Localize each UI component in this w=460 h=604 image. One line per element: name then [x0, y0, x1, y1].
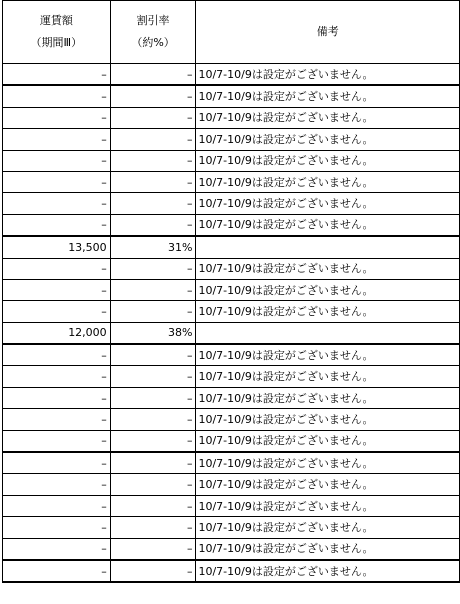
header-remarks-cell: [196, 1, 460, 64]
remarks-cell: 10/7-10/9は設定がございません。: [196, 560, 460, 582]
remarks-cell: 10/7-10/9は設定がございません。: [196, 387, 460, 408]
table-row: [3, 366, 460, 387]
remarks-cell: 10/7-10/9は設定がございません。: [196, 366, 460, 387]
fare-cell: –: [3, 64, 111, 86]
remarks-cell: 10/7-10/9は設定がございません。: [196, 409, 460, 430]
fare-cell: –: [3, 85, 111, 107]
remarks-cell: 10/7-10/9は設定がございません。: [196, 474, 460, 495]
remarks-cell: 10/7-10/9は設定がございません。: [196, 150, 460, 171]
fare-cell: –: [3, 107, 111, 128]
table-row: [3, 85, 460, 107]
table-row: [3, 107, 460, 128]
table-row: [3, 193, 460, 214]
discount-cell: –: [110, 64, 196, 86]
discount-cell: –: [110, 495, 196, 516]
fare-cell: –: [3, 279, 111, 300]
remarks-cell: 10/7-10/9は設定がございません。: [196, 538, 460, 560]
discount-cell: –: [110, 430, 196, 452]
fare-table-body: [3, 1, 460, 583]
discount-cell: –: [110, 301, 196, 322]
fare-cell: –: [3, 409, 111, 430]
remarks-cell: 10/7-10/9は設定がございません。: [196, 107, 460, 128]
discount-cell: 38%: [110, 322, 196, 344]
header-discount-unit: （約%）: [131, 36, 175, 49]
table-row: [3, 236, 460, 258]
fare-cell: –: [3, 452, 111, 474]
table-row: [3, 171, 460, 192]
discount-cell: –: [110, 214, 196, 236]
fare-cell: –: [3, 474, 111, 495]
discount-cell: –: [110, 560, 196, 582]
fare-cell: –: [3, 258, 111, 279]
remarks-cell: 10/7-10/9は設定がございません。: [196, 171, 460, 192]
table-row: [3, 495, 460, 516]
discount-cell: –: [110, 452, 196, 474]
remarks-cell: 10/7-10/9は設定がございません。: [196, 193, 460, 214]
header-discount-label: 割引率: [136, 14, 170, 27]
remarks-cell: 10/7-10/9は設定がございません。: [196, 64, 460, 86]
discount-cell: –: [110, 85, 196, 107]
table-row: [3, 430, 460, 452]
fare-cell: 13,500: [3, 236, 111, 258]
table-row: [3, 452, 460, 474]
header-discount-cell: [110, 1, 196, 64]
discount-cell: –: [110, 107, 196, 128]
fare-cell: –: [3, 495, 111, 516]
discount-cell: –: [110, 193, 196, 214]
discount-cell: –: [110, 474, 196, 495]
fare-cell: –: [3, 366, 111, 387]
remarks-cell: 10/7-10/9は設定がございません。: [196, 495, 460, 516]
fare-cell: –: [3, 214, 111, 236]
discount-cell: –: [110, 129, 196, 150]
table-row: [3, 538, 460, 560]
table-row: [3, 301, 460, 322]
fare-cell: –: [3, 171, 111, 192]
table-row: [3, 474, 460, 495]
header-fare-period: （期間Ⅲ）: [30, 36, 83, 49]
discount-cell: –: [110, 409, 196, 430]
table-row: [3, 322, 460, 344]
header-fare-label: 運賃額: [39, 14, 73, 27]
remarks-cell: 10/7-10/9は設定がございません。: [196, 214, 460, 236]
discount-cell: –: [110, 366, 196, 387]
table-header-row: [3, 1, 460, 64]
discount-cell: –: [110, 517, 196, 538]
fare-cell: –: [3, 193, 111, 214]
table-row: [3, 279, 460, 300]
header-remarks-label: 備考: [316, 25, 339, 38]
remarks-cell: 10/7-10/9は設定がございません。: [196, 301, 460, 322]
discount-cell: –: [110, 279, 196, 300]
fare-cell: –: [3, 129, 111, 150]
remarks-cell: 10/7-10/9は設定がございません。: [196, 517, 460, 538]
remarks-cell: [196, 322, 460, 344]
fare-cell: –: [3, 344, 111, 366]
remarks-cell: 10/7-10/9は設定がございません。: [196, 129, 460, 150]
table-row: [3, 517, 460, 538]
discount-cell: 31%: [110, 236, 196, 258]
table-row: [3, 409, 460, 430]
fare-cell: 12,000: [3, 322, 111, 344]
table-row: [3, 214, 460, 236]
remarks-cell: 10/7-10/9は設定がございません。: [196, 279, 460, 300]
table-row: [3, 258, 460, 279]
fare-cell: –: [3, 150, 111, 171]
fare-cell: –: [3, 517, 111, 538]
remarks-cell: 10/7-10/9は設定がございません。: [196, 344, 460, 366]
table-row: [3, 387, 460, 408]
table-row: [3, 150, 460, 171]
remarks-cell: 10/7-10/9は設定がございません。: [196, 85, 460, 107]
remarks-cell: 10/7-10/9は設定がございません。: [196, 452, 460, 474]
discount-cell: –: [110, 538, 196, 560]
header-fare-cell: [3, 1, 111, 64]
fare-cell: –: [3, 387, 111, 408]
discount-cell: –: [110, 150, 196, 171]
fare-table: [2, 0, 460, 583]
table-row: [3, 560, 460, 582]
table-row: [3, 129, 460, 150]
fare-cell: –: [3, 301, 111, 322]
table-row: [3, 64, 460, 86]
table-row: [3, 344, 460, 366]
fare-cell: –: [3, 560, 111, 582]
remarks-cell: 10/7-10/9は設定がございません。: [196, 430, 460, 452]
discount-cell: –: [110, 171, 196, 192]
discount-cell: –: [110, 344, 196, 366]
discount-cell: –: [110, 258, 196, 279]
remarks-cell: [196, 236, 460, 258]
fare-cell: –: [3, 538, 111, 560]
remarks-cell: 10/7-10/9は設定がございません。: [196, 258, 460, 279]
discount-cell: –: [110, 387, 196, 408]
fare-cell: –: [3, 430, 111, 452]
